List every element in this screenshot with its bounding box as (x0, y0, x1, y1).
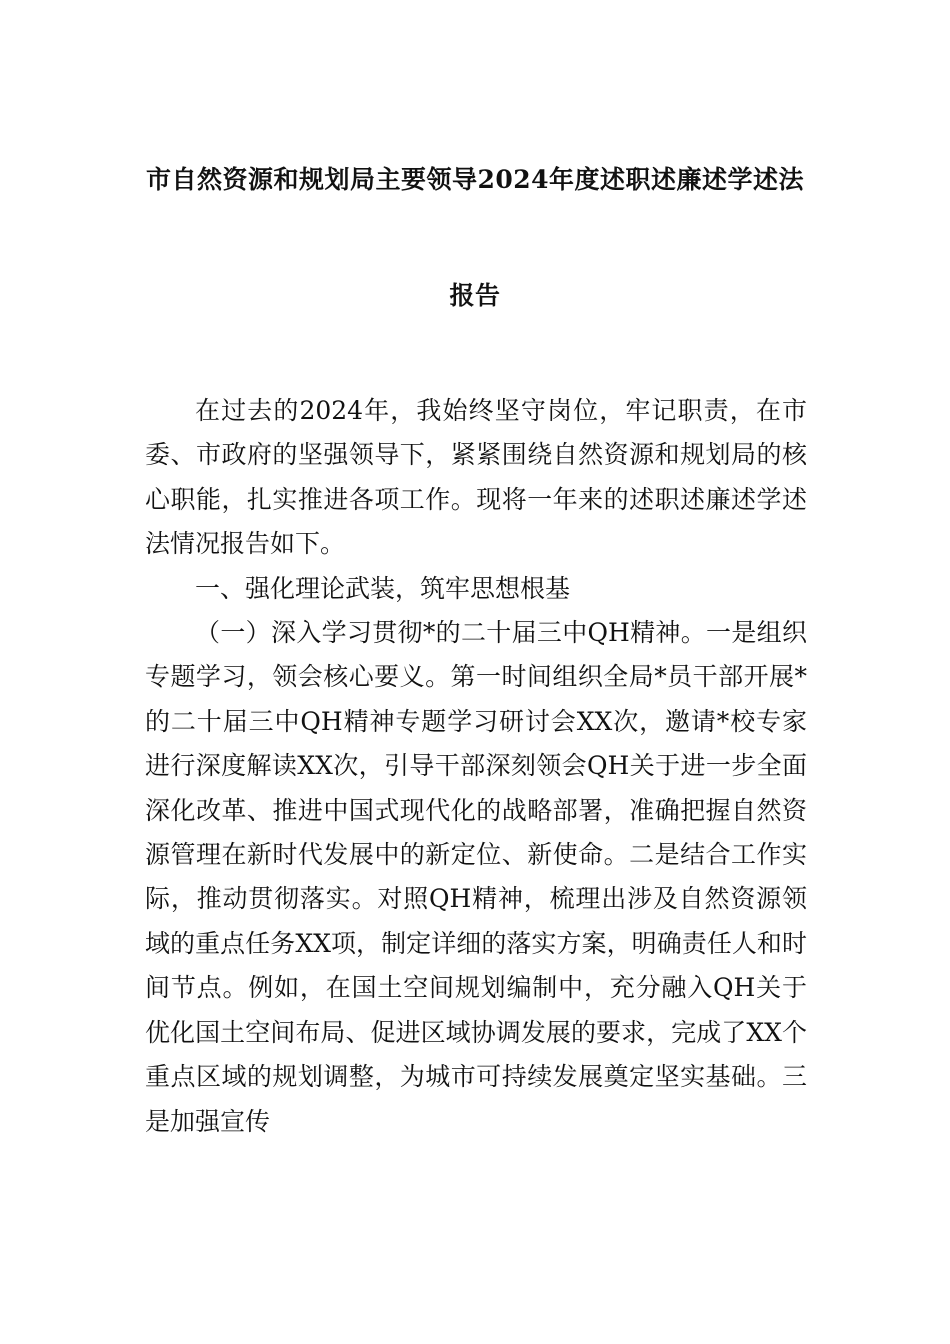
document-title-line-1: 市自然资源和规划局主要领导2024年度述职述廉述学述法 (145, 165, 805, 194)
document-body (145, 389, 807, 1144)
document-title-line-2: 报告 (449, 281, 501, 310)
subsection-paragraph-1: （一）深入学习贯彻*的二十届三中QH精神。一是组织专题学习，领会核心要义。第一时间组织全局*员干部开展*的二十届三中QH精神专题学习研讨会XX次，邀请*校专家进行深度解读XX次，引导干部深刻领会QH关于进一步全面深化改革、推进中国式现代化的战略部署，准确把握自然资源管理在新时代发展中的新定位、新使命。二是结合工作实际，推动贯彻落实。对照QH精神，梳理出涉及自然资源领域的重点任务XX项，制定详细的落实方案，明确责任人和时间节点。例如，在国土空间规划编制中，充分融入QH关于优化国土空间布局、促进区域协调发展的要求，完成了XX个重点区域的规划调整，为城市可持续发展奠定坚实基础。三是加强宣传 (145, 618, 807, 1136)
section-heading-1: 一、强化理论武装，筑牢思想根基 (195, 573, 571, 603)
intro-paragraph: 在过去的2024年，我始终坚守岗位，牢记职责，在市委、市政府的坚强领导下，紧紧围绕自然资源和规划局的核心职能，扎实推进各项工作。现将一年来的述职述廉述学述法情况报告如下。 (145, 396, 807, 559)
